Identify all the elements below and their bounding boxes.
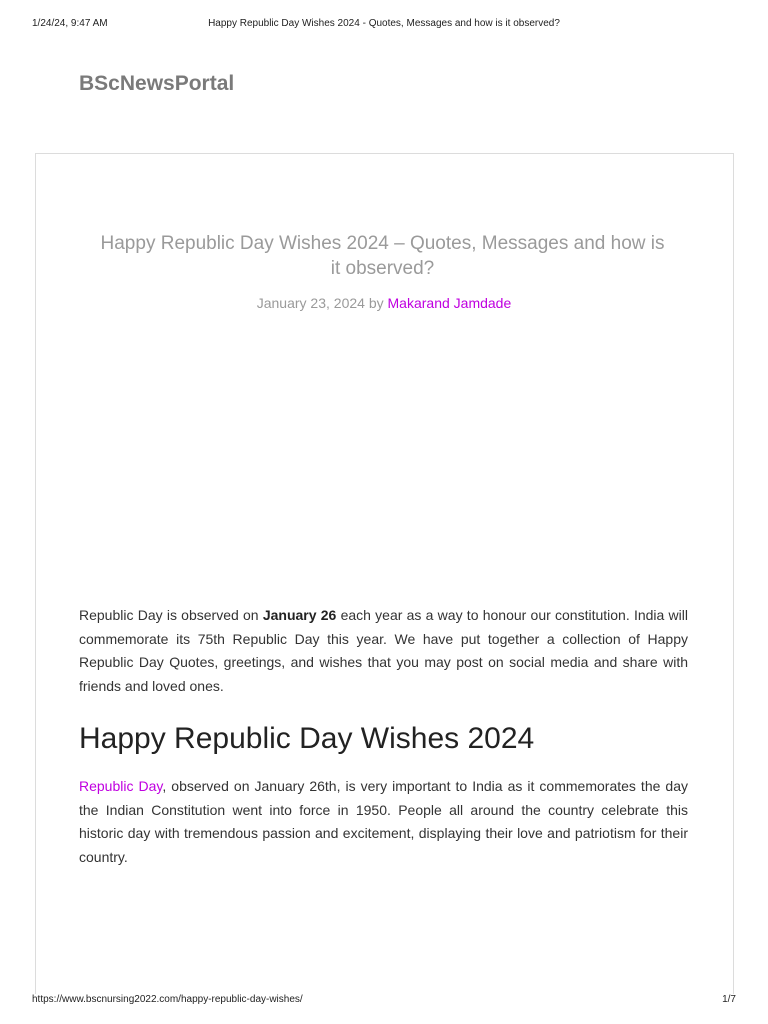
intro-text-before: Republic Day is observed on [79, 607, 263, 623]
section-paragraph-text: , observed on January 26th, is very important to India as it commemorates the day the Indian Constitution went into force in 1950. People all around the country celebrate this historic day with tremendous passion and excitement, displaying their love and patriotism for their country. [79, 778, 688, 865]
intro-text-after: each year as a way to honour our constitution. India will commemorate its 75th Republic Day this year. We have put together a collection of Happy Republic Day Quotes, greetings, and wishes that you may post on social media and share with friends and loved ones. [79, 607, 688, 694]
republic-day-link[interactable]: Republic Day [79, 778, 163, 794]
print-datetime: 1/24/24, 9:47 AM [32, 18, 108, 29]
intro-bold-date: January 26 [262, 607, 337, 623]
post-title: Happy Republic Day Wishes 2024 – Quotes, Messages and how is it observed? [100, 233, 665, 279]
post-date: January 23, 2024 [256, 295, 365, 311]
print-page-title: Happy Republic Day Wishes 2024 - Quotes, Messages and how is it observed? [208, 18, 560, 29]
print-header [0, 18, 768, 32]
post-author-link[interactable]: Makarand Jamdade [387, 295, 512, 311]
print-footer [0, 994, 768, 1008]
print-url: https://www.bscnursing2022.com/happy-republic-day-wishes/ [32, 994, 303, 1005]
intro-paragraph [79, 604, 688, 698]
post-by-word: by [368, 295, 384, 311]
section-paragraph [79, 775, 688, 869]
section-heading: Happy Republic Day Wishes 2024 [79, 722, 535, 755]
print-page-number: 1/7 [722, 994, 736, 1005]
site-title-link[interactable]: BScNewsPortal [79, 72, 235, 95]
post-meta [0, 295, 768, 311]
